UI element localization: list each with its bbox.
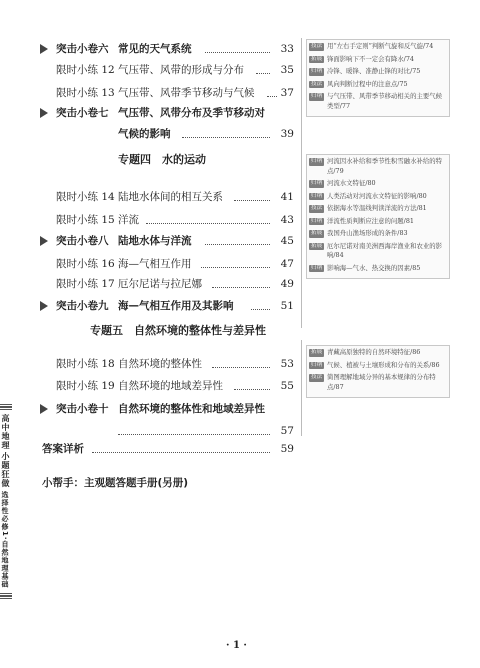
knowledge-tag: 归纳 xyxy=(311,68,323,74)
knowledge-item xyxy=(307,192,449,202)
toc-row[interactable] xyxy=(0,188,300,206)
toc-row[interactable] xyxy=(0,275,300,293)
triangle-bullet-icon xyxy=(40,301,48,311)
knowledge-text: 风向判断过程中的注意点/75 xyxy=(327,79,408,88)
toc-label: 限时小练 14 xyxy=(56,191,115,203)
knowledge-text: 河流水文特征/80 xyxy=(327,179,376,187)
toc-title: 常见的天气系统 xyxy=(118,43,192,55)
answers-entry[interactable] xyxy=(0,440,300,458)
knowledge-tag: 技法 xyxy=(311,80,323,87)
leader-dots xyxy=(251,298,271,310)
knowledge-tag: 归纳 xyxy=(311,361,323,368)
toc-title: 气压带、风带的形成与分布 xyxy=(118,64,244,76)
toc-page-number: 53 xyxy=(280,358,294,370)
leader-dots xyxy=(118,423,270,435)
toc-label: 突击小卷九 xyxy=(56,300,109,312)
leader-dots xyxy=(256,62,270,74)
spine-series: 小题狂做 xyxy=(1,452,10,488)
knowledge-item xyxy=(307,229,449,239)
knowledge-box-2 xyxy=(306,154,450,279)
knowledge-text: 河流因水补给和季节性积雪融水补给的特点/79 xyxy=(327,157,443,175)
toc-title: 自然环境的地域差异性 xyxy=(118,380,223,392)
knowledge-item xyxy=(307,242,449,261)
knowledge-item xyxy=(307,361,449,371)
toc-page-number: 33 xyxy=(280,43,294,55)
page-number-answers: 59 xyxy=(280,443,294,455)
knowledge-text: 青藏高原独特的自然环境特征/86 xyxy=(327,348,421,356)
triangle-bullet-icon xyxy=(40,236,48,246)
toc-row[interactable] xyxy=(0,61,300,79)
knowledge-item xyxy=(307,157,449,176)
toc-row[interactable] xyxy=(0,377,300,395)
toc-title: 气压带、风带季节移动与气候 xyxy=(118,87,255,99)
toc-label: 突击小卷八 xyxy=(56,235,109,247)
knowledge-item xyxy=(307,204,449,214)
leader-dots xyxy=(212,276,270,288)
toc-row[interactable] xyxy=(0,104,300,122)
leader-dots xyxy=(234,189,270,201)
toc-label: 限时小练 15 xyxy=(56,214,115,226)
toc-title: 气压带、风带分布及季节移动对 xyxy=(118,107,265,119)
knowledge-text: 依据海水等温线判读洋流的方法/81 xyxy=(327,204,427,212)
toc-page-number: 49 xyxy=(280,278,294,290)
toc-label: 限时小练 18 xyxy=(56,358,115,370)
toc-page-number: 43 xyxy=(280,214,294,226)
knowledge-text: 用“左右手定则”判断气旋和反气旋/74 xyxy=(327,42,434,50)
knowledge-text: 冷锋、暖锋、准静止锋的对比/75 xyxy=(327,67,421,75)
knowledge-item xyxy=(307,264,449,274)
page-footer-number: · 1 · xyxy=(226,640,247,651)
toc-page-number: 57 xyxy=(280,425,294,437)
knowledge-item xyxy=(307,217,449,227)
spine-subject: 高中地理 xyxy=(1,414,10,450)
leader-dots xyxy=(146,212,270,224)
section-title-4: 专题四 水的运动 xyxy=(118,153,206,166)
knowledge-tag: 归纳 xyxy=(311,264,323,271)
toc-row[interactable] xyxy=(0,297,300,315)
toc-label: 限时小练 19 xyxy=(56,380,115,392)
column-divider xyxy=(301,38,302,328)
toc-label: 突击小卷十 xyxy=(56,403,109,415)
knowledge-item xyxy=(307,80,449,90)
toc-row-continued[interactable] xyxy=(0,422,300,440)
knowledge-box-3 xyxy=(306,345,450,398)
leader-dots xyxy=(234,378,270,390)
toc-label: 限时小练 12 xyxy=(56,64,115,76)
toc-page-number: 35 xyxy=(280,64,294,76)
knowledge-item xyxy=(307,373,449,392)
knowledge-item xyxy=(307,55,449,65)
knowledge-text: 人类活动对河流水文特征的影响/80 xyxy=(327,191,427,200)
toc-row[interactable] xyxy=(0,400,300,418)
knowledge-text: 影响海—气水、热交换的因素/85 xyxy=(327,263,421,272)
knowledge-tag: 归纳 xyxy=(311,217,323,224)
toc-page-number: 51 xyxy=(280,300,294,312)
leader-dots xyxy=(205,41,271,53)
knowledge-tag: 技法 xyxy=(311,205,323,211)
knowledge-text: 锋面影响下不一定会有降水/74 xyxy=(327,54,414,63)
toc-row-continued[interactable] xyxy=(0,125,300,143)
toc-title: 海—气相互作用及其影响 xyxy=(118,300,234,312)
toc-label: 突击小卷六 xyxy=(56,43,109,55)
knowledge-text: 厄尔尼诺对南美洲西海岸渔业和农业的影响/84 xyxy=(327,241,443,259)
knowledge-text: 洋流性质判断应注意的问题/81 xyxy=(327,216,414,225)
knowledge-item xyxy=(307,92,449,111)
toc-title: 陆地水体间的相互关系 xyxy=(118,191,223,203)
knowledge-item xyxy=(307,348,449,358)
knowledge-tag: 技法 xyxy=(311,374,323,380)
leader-dots xyxy=(205,233,271,245)
toc-title-line2: 气候的影响 xyxy=(118,128,171,140)
toc-page-number: 47 xyxy=(280,258,294,270)
toc-label: 突击小卷七 xyxy=(56,107,109,119)
book-spine-title xyxy=(0,404,13,599)
leader-dots xyxy=(92,441,270,453)
knowledge-item xyxy=(307,67,449,77)
column-divider xyxy=(301,340,302,436)
toc-row[interactable] xyxy=(0,255,300,273)
section-title-5: 专题五 自然环境的整体性与差异性 xyxy=(90,324,266,337)
toc-label: 限时小练 13 xyxy=(56,87,115,99)
toc-title: 自然环境的整体性 xyxy=(118,358,202,370)
toc-page-number: 41 xyxy=(280,191,294,203)
helper-label: 小帮手：主观题答题手册(另册) xyxy=(42,477,189,489)
toc-label: 限时小练 16 xyxy=(56,258,115,270)
knowledge-tag: 归纳 xyxy=(311,180,323,186)
spine-rule xyxy=(0,593,12,599)
toc-row[interactable] xyxy=(0,211,300,229)
answers-label: 答案详析 xyxy=(42,443,84,455)
toc-title: 洋流 xyxy=(118,214,139,226)
leader-dots xyxy=(182,126,271,138)
knowledge-tag: 拓展 xyxy=(311,55,323,62)
spine-rule xyxy=(0,404,12,410)
toc-title: 自然环境的整体性和地域差异性 xyxy=(118,403,265,415)
toc-title: 陆地水体与洋流 xyxy=(118,235,192,247)
knowledge-tag: 拓展 xyxy=(311,242,323,249)
knowledge-tag: 归纳 xyxy=(311,192,323,199)
toc-page-number: 55 xyxy=(280,380,294,392)
leader-dots xyxy=(201,256,270,268)
knowledge-text: 与气压带、风带季节移动相关的主要气候类型/77 xyxy=(327,92,443,110)
knowledge-tag: 技法 xyxy=(311,43,323,49)
toc-page-number: 45 xyxy=(280,235,294,247)
spine-volume: 选择性必修1·自然地理基础 xyxy=(1,491,9,589)
toc-row[interactable] xyxy=(0,40,300,58)
knowledge-text: 我国舟山渔场形成的条件/83 xyxy=(327,229,408,237)
toc-page-number: 39 xyxy=(280,128,294,140)
knowledge-item xyxy=(307,179,449,189)
knowledge-tag: 归纳 xyxy=(311,158,323,164)
toc-row[interactable] xyxy=(0,232,300,250)
knowledge-item xyxy=(307,42,449,52)
knowledge-box-1 xyxy=(306,39,450,117)
toc-title: 海—气相互作用 xyxy=(118,258,192,270)
knowledge-text: 气候、植被与土壤形成和分布的关系/86 xyxy=(327,360,440,369)
toc-row[interactable] xyxy=(0,355,300,373)
toc-label: 限时小练 17 xyxy=(56,278,115,290)
toc-row[interactable] xyxy=(0,84,300,102)
triangle-bullet-icon xyxy=(40,404,48,414)
knowledge-text: 简图理解地域分异的基本规律的分布特点/87 xyxy=(327,373,436,391)
toc-title: 厄尔尼诺与拉尼娜 xyxy=(118,278,202,290)
toc-page-number: 37 xyxy=(280,87,294,99)
knowledge-tag: 归纳 xyxy=(311,93,323,99)
triangle-bullet-icon xyxy=(40,44,48,54)
knowledge-tag: 拓展 xyxy=(311,349,323,355)
knowledge-tag: 拓展 xyxy=(311,230,323,236)
triangle-bullet-icon xyxy=(40,108,48,118)
leader-dots xyxy=(212,356,270,368)
